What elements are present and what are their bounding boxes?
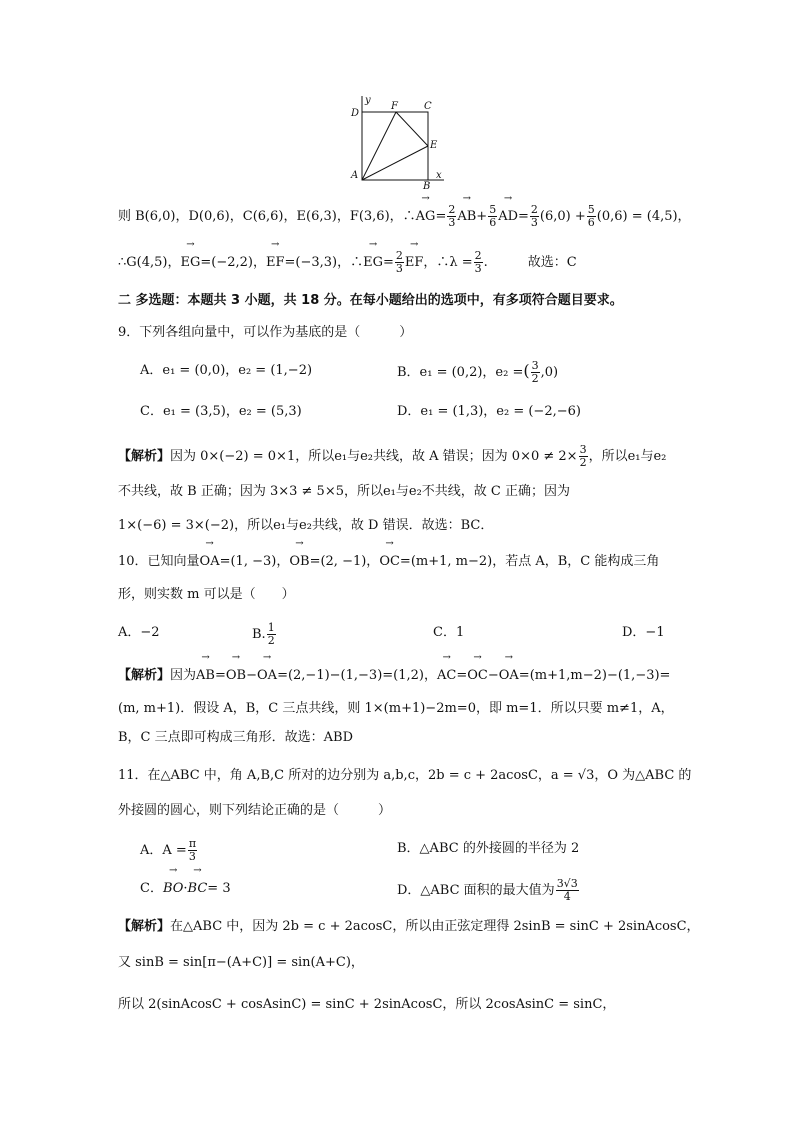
q11-option-a: A．A = $\frac{\pi}{3}$ bbox=[140, 837, 197, 863]
vector-oa: → OA bbox=[499, 665, 519, 687]
vector-oa: → OA bbox=[257, 665, 277, 687]
q11-stem-line-1: 11．在△ABC 中，角 A,B,C 所对的边分别为 a,b,c，2b = c + 2acosC，a = √3，O 为△ABC 的 bbox=[118, 768, 692, 783]
q9-option-b: B．e₁ = (0,2)，e₂ =( $\frac{3}{2}$ ,0) bbox=[397, 359, 559, 385]
analysis-tag: 【解析】 bbox=[118, 668, 171, 683]
fraction: $\frac{3}{2}$ bbox=[579, 443, 587, 469]
vector-bo: → BO bbox=[163, 878, 183, 900]
label-c: C bbox=[424, 101, 432, 112]
q9-solution-line-1: 【解析】因为 0×(−2) = 0×1，所以e₁与e₂共线，故 A 错误；因为 0×0 ≠ 2× $\frac{3}{2}$ ，所以e₁与e₂ bbox=[118, 443, 667, 469]
vector-ac: → AC bbox=[437, 665, 456, 687]
q8-solution-line-1: 则 B(6,0)，D(0,6)，C(6,6)，E(6,3)，F(3,6)，∴→ AG= $\frac{2}{3}$ → AB+ $\frac{5}{6}$ → AD= $\frac{2}{3}$ (6,0) + $\frac{5}{6}$ (0,6) = (4,5)， bbox=[118, 204, 734, 229]
vector-ab: → AB bbox=[196, 665, 215, 687]
vector-ef: → EF bbox=[405, 252, 424, 274]
analysis-tag: 【解析】 bbox=[118, 449, 171, 464]
label-e: E bbox=[430, 140, 438, 151]
vector-ad: → AD bbox=[498, 206, 518, 228]
vector-ab: → AB bbox=[457, 206, 476, 228]
q10-solution-line-2: (m, m+1)．假设 A，B，C 三点共线，则 1×(m+1)−2m=0，即 m=1．所以只要 m≠1，A， bbox=[118, 701, 674, 716]
fraction: $\frac{3}{2}$ bbox=[531, 359, 539, 385]
fraction: $\frac{5}{6}$ bbox=[489, 203, 497, 229]
q11-solution-line-3: 所以 2(sinAcosC + cosAsinC) = sinC + 2sinAcosC，所以 2cosAsinC = sinC， bbox=[118, 997, 616, 1012]
q10-stem-line-1: 10．已知向量→ OA=(1, −3)，→ OB=(2, −1)，→ OC=(m+1, m−2)，若点 A，B，C 能构成三角 bbox=[118, 551, 734, 573]
fraction: $\frac{1}{2}$ bbox=[267, 621, 275, 647]
label-y: y bbox=[365, 96, 371, 106]
q10-option-d: D．−1 bbox=[622, 625, 665, 640]
answer: 故选：C bbox=[527, 255, 577, 270]
vector-eg: → EG bbox=[363, 252, 383, 274]
vector-bc: → BC bbox=[188, 878, 208, 900]
q11-stem-line-2: 外接圆的圆心，则下列结论正确的是（ ） bbox=[118, 803, 392, 818]
square-outline bbox=[362, 112, 428, 180]
section-heading: 二 多选题：本题共 3 小题，共 18 分。在每小题给出的选项中，有多项符合题目要求。 bbox=[118, 293, 623, 308]
q11-solution-line-1: 【解析】在△ABC 中，因为 2b = c + 2acosC，所以由正弦定理得 2sinB = sinC + 2sinAcosC， bbox=[118, 919, 700, 934]
q11-option-c: C．→ BO·→ BC= 3 bbox=[140, 878, 231, 900]
q11-option-b: B．△ABC 的外接圆的半径为 2 bbox=[397, 841, 580, 856]
vector-oc: → OC bbox=[467, 665, 488, 687]
fraction: $\frac{2}{3}$ bbox=[474, 249, 482, 275]
q9-option-a: A．e₁ = (0,0)，e₂ = (1,−2) bbox=[140, 363, 313, 378]
q9-solution-line-2: 不共线，故 B 正确；因为 3×3 ≠ 5×5，所以e₁与e₂不共线，故 C 正确；因为 bbox=[118, 484, 570, 499]
label-d: D bbox=[351, 108, 360, 119]
label-a: A bbox=[351, 170, 359, 181]
q11-option-d: D．△ABC 面积的最大值为 $\frac{3√3}{4}$ bbox=[397, 877, 578, 903]
fraction: $\frac{5}{6}$ bbox=[587, 203, 595, 229]
q10-option-a: A．−2 bbox=[118, 625, 160, 640]
label-b: B bbox=[423, 181, 431, 190]
vector-ob: → OB bbox=[289, 551, 309, 573]
vector-eg: → EG bbox=[180, 252, 200, 274]
fraction: $\frac{\pi}{3}$ bbox=[188, 837, 197, 863]
fraction: $\frac{2}{3}$ bbox=[448, 203, 456, 229]
vector-oa: → OA bbox=[200, 551, 220, 573]
q10-solution-line-3: B，C 三点即可构成三角形．故选：ABD bbox=[118, 730, 353, 745]
analysis-tag: 【解析】 bbox=[118, 919, 171, 934]
label-f: F bbox=[391, 101, 398, 112]
q10-solution-line-1: 【解析】因为→ AB=→ OB−→ OA=(2,−1)−(1,−3)=(1,2)，→ AC=→ OC−→ OA=(m+1,m−2)−(1,−3)= bbox=[118, 665, 734, 687]
q9-solution-line-3: 1×(−6) = 3×(−2)，所以e₁与e₂共线，故 D 错误．故选：BC． bbox=[118, 518, 494, 533]
segment-ae bbox=[362, 146, 428, 180]
segment-fe bbox=[396, 112, 428, 146]
vector-ob: → OB bbox=[226, 665, 246, 687]
q10-stem-line-2: 形，则实数 m 可以是（ ） bbox=[118, 587, 295, 602]
segment-af bbox=[362, 112, 396, 180]
fraction: $\frac{2}{3}$ bbox=[530, 203, 538, 229]
square-diagram bbox=[348, 96, 448, 190]
q10-option-c: C．1 bbox=[433, 625, 465, 640]
q8-solution-line-2: ∴G(4,5)，→ EG=(−2,2)，→ EF=(−3,3)，∴→ EG= $\frac{2}{3}$ → EF，∴λ = $\frac{2}{3}$ . 故选：C bbox=[118, 250, 734, 275]
q9-option-d: D．e₁ = (1,3)，e₂ = (−2,−6) bbox=[397, 404, 581, 419]
vector-ag: → AG bbox=[416, 206, 436, 228]
label-x: x bbox=[436, 170, 442, 181]
fraction: $\frac{3√3}{4}$ bbox=[556, 877, 578, 903]
vector-ef: → EF bbox=[266, 252, 285, 274]
q10-option-b: B. $\frac{1}{2}$ bbox=[252, 621, 275, 647]
fraction: $\frac{2}{3}$ bbox=[395, 249, 403, 275]
q9-stem: 9．下列各组向量中，可以作为基底的是（ ） bbox=[118, 325, 413, 340]
q9-option-c: C．e₁ = (3,5)，e₂ = (5,3) bbox=[140, 404, 302, 419]
vector-oc: → OC bbox=[379, 551, 400, 573]
q11-solution-line-2: 又 sinB = sin[π−(A+C)] = sin(A+C)， bbox=[118, 955, 364, 970]
